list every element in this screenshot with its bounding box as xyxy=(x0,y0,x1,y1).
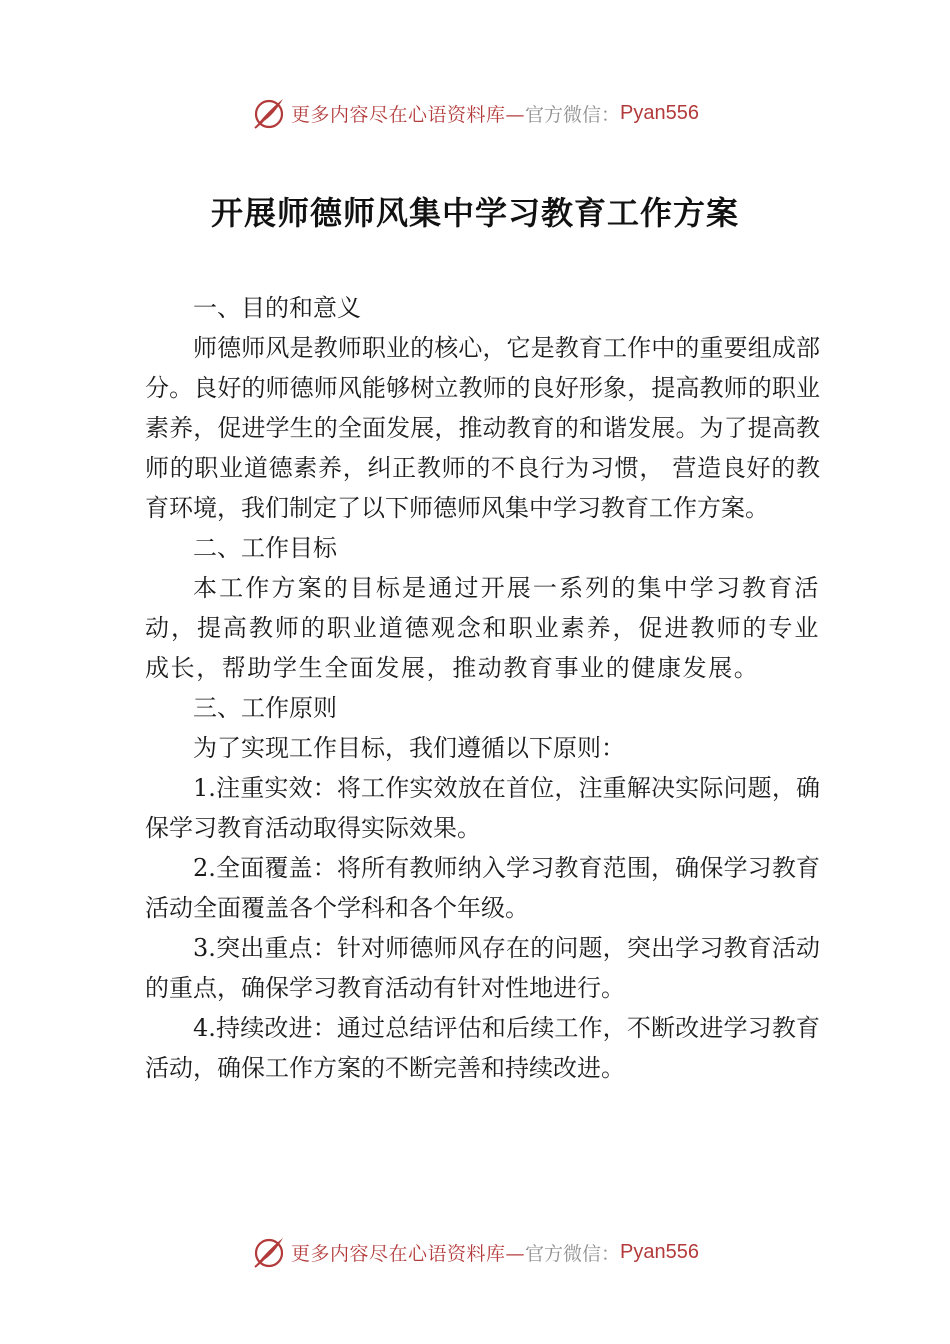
section-heading-2: 二、工作目标 xyxy=(193,534,337,562)
section-heading-1: 一、目的和意义 xyxy=(193,294,361,322)
list-item: 2.全面覆盖：将所有教师纳入学习教育范围，确保学习教育活动全面覆盖各个学科和各个年级。 xyxy=(145,854,820,922)
footer-wechat-label: 官方微信： xyxy=(525,1242,621,1265)
quill-pen-logo-icon xyxy=(251,1234,287,1270)
paragraph: 师德师风是教师职业的核心，它是教育工作中的重要组成部分。良好的师德师风能够树立教师的良好形象，提高教师的职业素养，促进学生的全面发展，推动教育的和谐发展。为了提高教师的职业道德素养，纠正教师的不良行为习惯， 营造良好的教育环境，我们制定了以下师德师风集中学习教育工作方案。 xyxy=(145,334,820,522)
footer-brand-text: 更多内容尽在心语资料库— xyxy=(291,1242,526,1265)
list-item: 1.注重实效：将工作实效放在首位，注重解决实际问题，确保学习教育活动取得实际效果。 xyxy=(145,774,820,842)
list-item: 4.持续改进：通过总结评估和后续工作，不断改进学习教育活动，确保工作方案的不断完善和持续改进。 xyxy=(145,1014,820,1082)
list-item: 3.突出重点：针对师德师风存在的问题，突出学习教育活动的重点，确保学习教育活动有针对性地进行。 xyxy=(145,934,820,1002)
header-wechat-label: 官方微信： xyxy=(525,103,621,126)
header-wechat-account: Pyan556 xyxy=(620,101,699,124)
paragraph: 为了实现工作目标，我们遵循以下原则： xyxy=(193,734,625,762)
footer-banner xyxy=(0,1232,950,1272)
footer-wechat-account: Pyan556 xyxy=(620,1240,699,1263)
document-body xyxy=(145,288,820,1088)
paragraph: 本工作方案的目标是通过开展一系列的集中学习教育活动，提高教师的职业道德观念和职业素养，促进教师的专业成长，帮助学生全面发展，推动教育事业的健康发展。 xyxy=(145,574,820,682)
page-title: 开展师德师风集中学习教育工作方案 xyxy=(210,194,739,232)
header-brand-text: 更多内容尽在心语资料库— xyxy=(291,103,526,126)
header-banner xyxy=(0,93,950,133)
section-heading-3: 三、工作原则 xyxy=(193,694,337,722)
quill-pen-logo-icon xyxy=(251,95,287,131)
